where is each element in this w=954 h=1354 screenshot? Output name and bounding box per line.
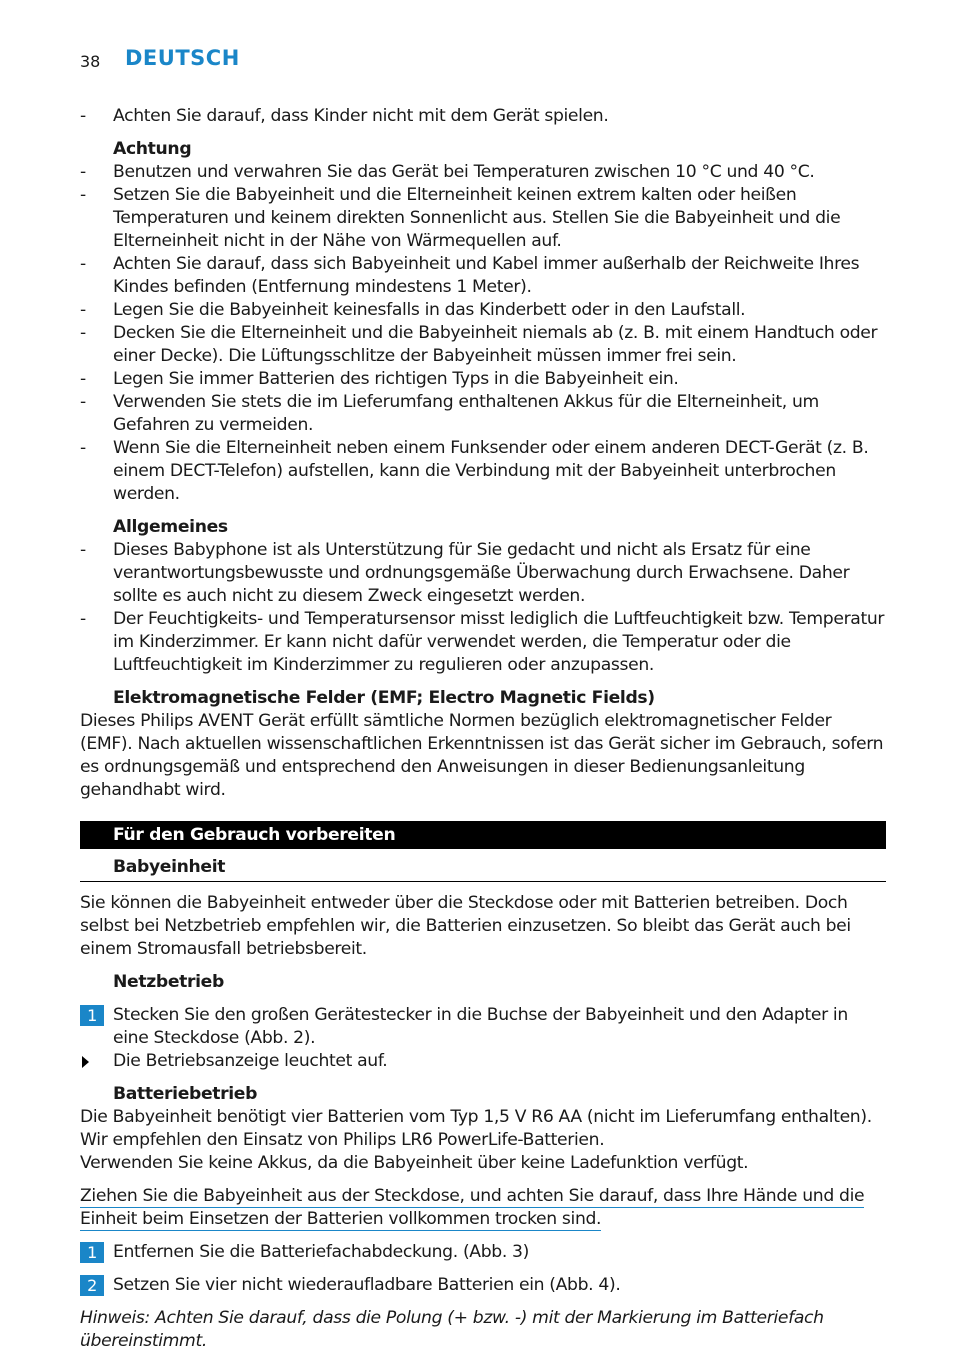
babyeinheit-intro: Sie können die Babyeinheit entweder über die Steckdose oder mit Batterien betreiben. Doch selbst bei Netzbetrieb empfehlen wir, die Batterien einzusetzen. So bleibt das Gerät auch bei einem Stromausfall betriebsbereit. — [80, 893, 851, 959]
list-item: - Achten Sie darauf, dass Kinder nicht mit dem Gerät spielen. — [80, 106, 609, 126]
emf-heading: Elektromagnetische Felder (EMF; Electro Magnetic Fields) — [113, 688, 655, 708]
list-item: - Wenn Sie die Elterneinheit neben einem Funksender oder einem anderen DECT-Gerät (z. B. einem DECT-Telefon) aufstellen, kann die Verbindung mit der Babyeinheit unterbrochen werden. — [80, 438, 869, 504]
step-item: 2 Setzen Sie vier nicht wiederaufladbare Batterien ein (Abb. 4). — [80, 1274, 886, 1297]
achtung-heading: Achtung — [113, 139, 192, 159]
list-item: - Decken Sie die Elterneinheit und die Babyeinheit niemals ab (z. B. mit einem Handtuch oder einer Decke). Die Lüftungsschlitze der Babyeinheit müssen immer frei sein. — [80, 323, 878, 366]
batteriebetrieb-heading: Batteriebetrieb — [113, 1084, 258, 1104]
triangle-bullet-icon — [82, 1056, 89, 1068]
battery-warning: Ziehen Sie die Babyeinheit aus der Steckdose, und achten Sie darauf, dass Ihre Hände und die Einheit beim Einsetzen der Batterien vollkommen trocken sind. — [80, 1186, 865, 1229]
hint-note: Hinweis: Achten Sie darauf, dass die Polung (+ bzw. -) mit der Markierung im Batteriefach übereinstimmt. — [80, 1308, 824, 1351]
step-item: 1 Entfernen Sie die Batteriefachabdeckung. (Abb. 3) — [80, 1241, 886, 1264]
list-item: - Legen Sie immer Batterien des richtigen Typs in die Babyeinheit ein. — [80, 369, 679, 389]
section-title-bar: Für den Gebrauch vorbereiten — [80, 821, 886, 849]
language-title: DEUTSCH — [125, 46, 240, 70]
step-number: 2 — [80, 1275, 104, 1296]
step-item: 1 Stecken Sie den großen Gerätestecker in die Buchse der Babyeinheit und den Adapter in eine Steckdose (Abb. 2). — [80, 1004, 886, 1050]
allgemeines-heading: Allgemeines — [113, 517, 228, 537]
babyeinheit-heading: Babyeinheit — [80, 856, 886, 882]
list-item: - Setzen Sie die Babyeinheit und die Elterneinheit keinen extrem kalten oder heißen Temperaturen und keinem direkten Sonnenlicht aus. Stellen Sie die Babyeinheit und die Elterneinheit nicht in der Nähe von Wärmequellen auf. — [80, 185, 841, 251]
step-number: 1 — [80, 1242, 104, 1263]
list-item: - Benutzen und verwahren Sie das Gerät bei Temperaturen zwischen 10 °C und 40 °C. — [80, 162, 815, 182]
list-item: - Achten Sie darauf, dass sich Babyeinheit und Kabel immer außerhalb der Reichweite Ihres Kindes befinden (Entfernung mindestens 1 Meter). — [80, 254, 860, 297]
page-number: 38 — [80, 52, 101, 71]
list-item: - Verwenden Sie stets die im Lieferumfang enthaltenen Akkus für die Elterneinheit, um Gefahren zu vermeiden. — [80, 392, 819, 435]
batteriebetrieb-text: Die Babyeinheit benötigt vier Batterien vom Typ 1,5 V R6 AA (nicht im Lieferumfang enthalten). Wir empfehlen den Einsatz von Philips LR6 PowerLife-Batterien. — [80, 1107, 872, 1150]
step-number: 1 — [80, 1005, 104, 1026]
list-item: - Der Feuchtigkeits- und Temperatursensor misst lediglich die Luftfeuchtigkeit bzw. Temperatur im Kinderzimmer. Er kann nicht dafür verwendet werden, die Temperatur oder die Luftfeuchtigkeit im Kinderzimmer zu regulieren oder anzupassen. — [80, 609, 885, 675]
page-content — [80, 105, 886, 1353]
list-item: - Dieses Babyphone ist als Unterstützung für Sie gedacht und nicht als Ersatz für eine verantwortungsbewusste und ordnungsgemäße Überwachung durch Erwachsene. Daher sollte es auch nicht zu diesem Zweck eingesetzt werden. — [80, 540, 850, 606]
result-item: Die Betriebsanzeige leuchtet auf. — [80, 1050, 886, 1073]
emf-paragraph: Dieses Philips AVENT Gerät erfüllt sämtliche Normen bezüglich elektromagnetischer Felder (EMF). Nach aktuellen wissenschaftlichen Erkenntnissen ist das Gerät sicher im Gebrauch, sofern es ordnungsgemäß und entsprechend den Anweisungen in dieser Bedienungsanleitung gehandhabt wird. — [80, 711, 884, 800]
list-item: - Legen Sie die Babyeinheit keinesfalls in das Kinderbett oder in den Laufstall. — [80, 300, 746, 320]
batteriebetrieb-text-2: Verwenden Sie keine Akkus, da die Babyeinheit über keine Ladefunktion verfügt. — [80, 1153, 749, 1173]
netzbetrieb-heading: Netzbetrieb — [113, 972, 224, 992]
